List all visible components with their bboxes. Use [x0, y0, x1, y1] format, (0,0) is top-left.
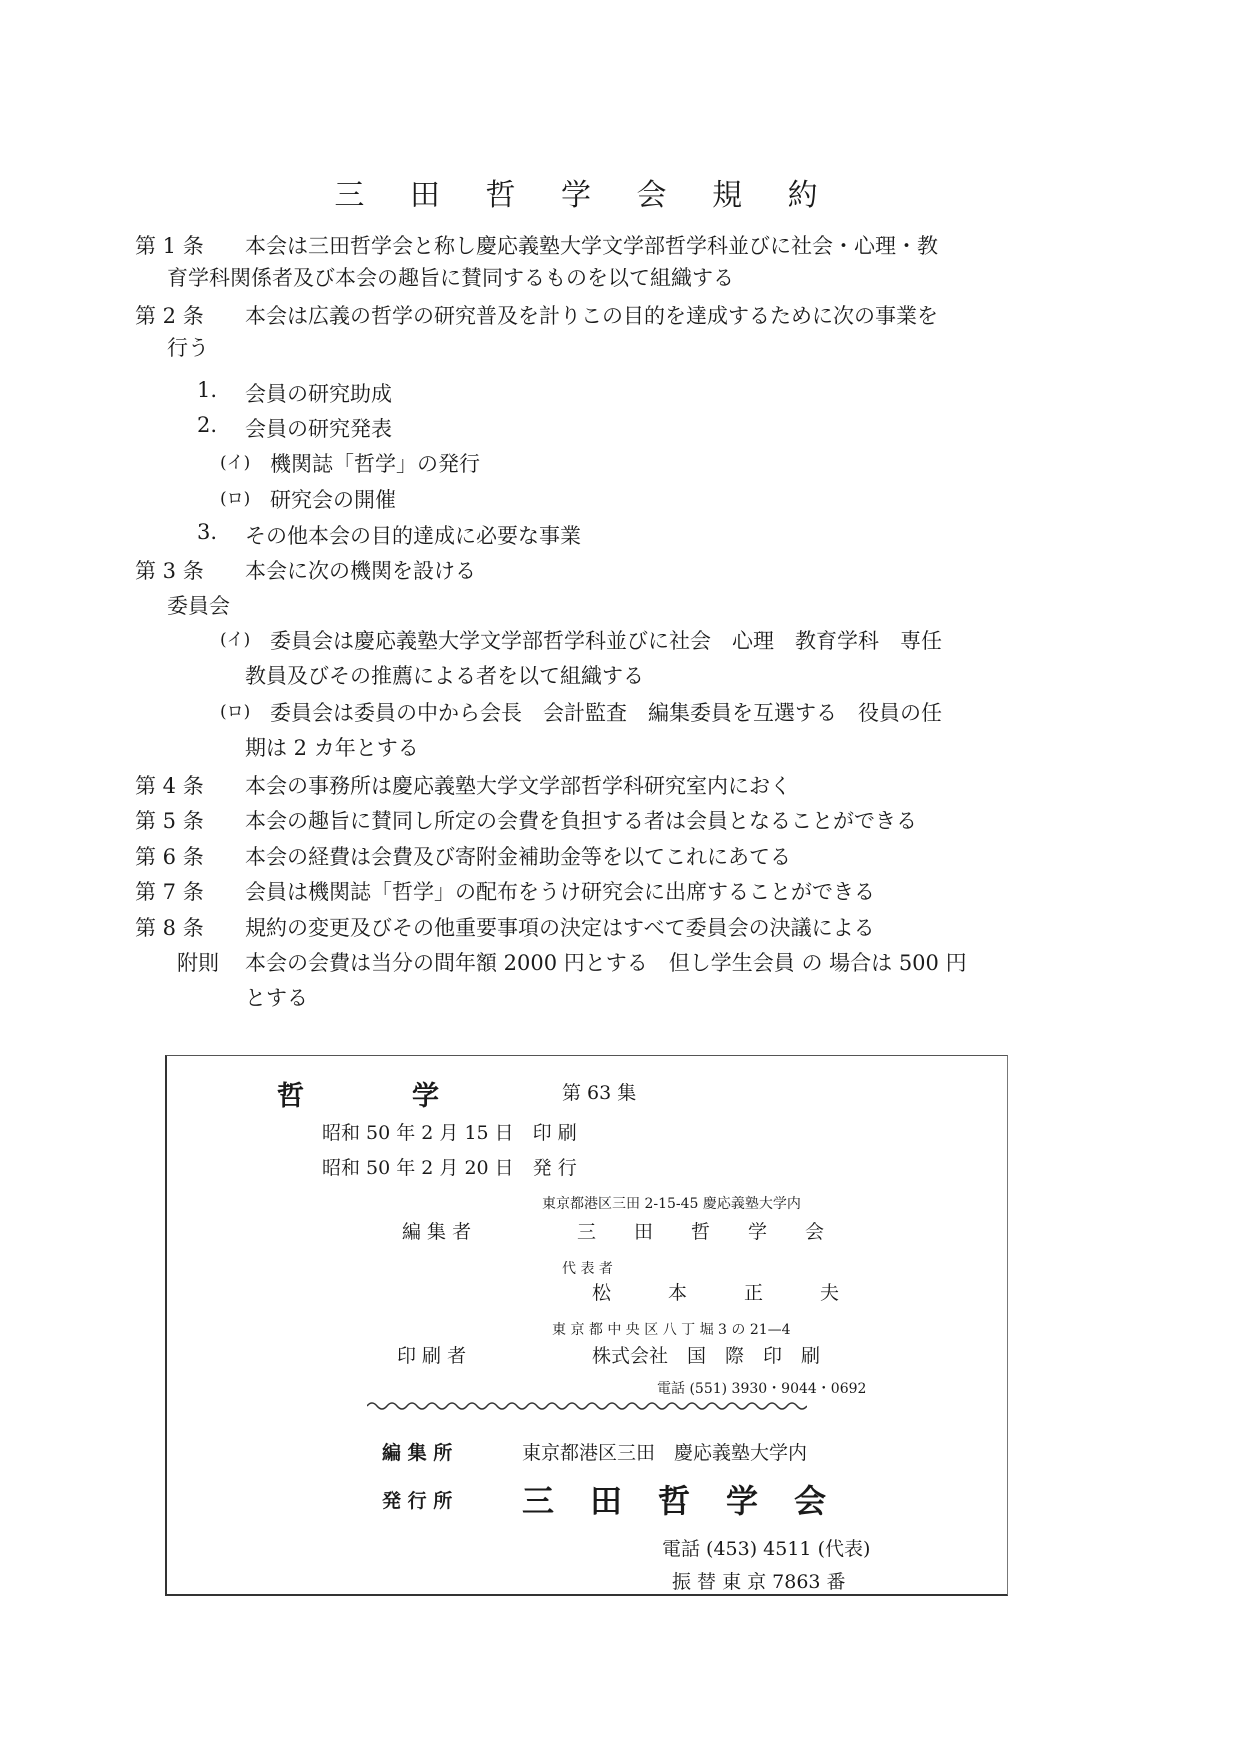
article-1-line-1: 本会は三田哲学会と称し慶応義塾大学文学部哲学科並びに社会・心理・教 [245, 234, 938, 258]
committee-ro-line-2: 期は 2 カ年とする [245, 736, 419, 760]
journal-title-1: 哲 [277, 1081, 304, 1112]
article-6-label: 第 6 条 [135, 845, 204, 869]
article-4 [135, 770, 791, 800]
sub-item-i-mark: (イ) [220, 453, 251, 473]
editor-address: 東京都港区三田 2-15-45 慶応義塾大学内 [542, 1196, 801, 1212]
item-3-number: 3. [197, 520, 218, 544]
colophon-box [165, 1055, 1008, 1596]
committee-i-line-2: 教員及びその推薦による者を以て組織する [245, 664, 644, 688]
article-2-label: 第 2 条 [135, 304, 204, 328]
journal-title-2: 学 [412, 1081, 439, 1112]
article-6 [135, 841, 791, 871]
committee-ro-mark: (ロ) [220, 702, 251, 722]
printer-label: 印 刷 者 [397, 1345, 467, 1367]
article-2 [135, 300, 938, 330]
article-7 [135, 876, 875, 906]
editor-name: 三 田 哲 学 会 [577, 1221, 825, 1243]
item-1-text: 会員の研究助成 [245, 382, 392, 406]
editorial-office-address: 東京都港区三田 慶応義塾大学内 [522, 1442, 808, 1464]
committee-i-line-1: 委員会は慶応義塾大学文学部哲学科並びに社会 心理 教育学科 専任 [270, 629, 942, 653]
sub-item-ro-text: 研究会の開催 [270, 488, 396, 512]
issue-date: 昭和 50 年 2 月 20 日 発 行 [322, 1157, 577, 1179]
article-7-text: 会員は機関誌「哲学」の配布をうけ研究会に出席することができる [245, 880, 875, 904]
page-title: 三 田 哲 学 会 規 約 [334, 178, 836, 213]
representative-name: 松 本 正 夫 [592, 1282, 840, 1304]
article-4-label: 第 4 条 [135, 774, 204, 798]
volume-number: 第 63 集 [562, 1082, 637, 1104]
item-2-text: 会員の研究発表 [245, 417, 392, 441]
editorial-office-label: 編 集 所 [382, 1442, 453, 1464]
article-5-text: 本会の趣旨に賛同し所定の会費を負担する者は会員となることができる [245, 809, 917, 833]
publisher-phone: 電話 (453) 4511 (代表) [662, 1538, 871, 1560]
wavy-divider [367, 1399, 807, 1413]
article-8-label: 第 8 条 [135, 916, 204, 940]
article-3-label: 第 3 条 [135, 559, 204, 583]
supplementary-label: 附則 [177, 951, 219, 975]
article-3 [135, 555, 476, 585]
publisher-name: 三田哲学会 [522, 1482, 863, 1520]
item-3-text: その他本会の目的達成に必要な事業 [245, 524, 581, 548]
postal-transfer-account: 振 替 東 京 7863 番 [672, 1571, 846, 1593]
supplementary-line-2: とする [245, 986, 308, 1010]
representative-label: 代 表 者 [562, 1261, 613, 1277]
article-4-text: 本会の事務所は慶応義塾大学文学部哲学科研究室内におく [245, 774, 791, 798]
committee-heading: 委員会 [167, 594, 230, 618]
print-date: 昭和 50 年 2 月 15 日 印 刷 [322, 1122, 577, 1144]
sub-item-ro-mark: (ロ) [220, 489, 251, 509]
sub-item-i-text: 機関誌「哲学」の発行 [270, 452, 480, 476]
article-2-line-1: 本会は広義の哲学の研究普及を計りこの目的を達成するために次の事業を [245, 304, 938, 328]
article-5 [135, 805, 917, 835]
committee-i-mark: (イ) [220, 630, 251, 650]
item-1-number: 1. [197, 378, 218, 402]
article-8 [135, 912, 875, 942]
committee-ro-line-1: 委員会は委員の中から会長 会計監査 編集委員を互選する 役員の任 [270, 701, 942, 725]
article-3-text: 本会に次の機関を設ける [245, 559, 476, 583]
article-6-text: 本会の経費は会費及び寄附金補助金等を以てこれにあてる [245, 845, 791, 869]
article-1-line-2: 育学科関係者及び本会の趣旨に賛同するものを以て組織する [167, 266, 734, 290]
article-2-line-2: 行う [167, 336, 209, 360]
supplementary-line-1: 本会の会費は当分の間年額 2000 円とする 但し学生会員 の 場合は 500 円 [245, 951, 967, 975]
article-1 [135, 230, 938, 260]
article-7-label: 第 7 条 [135, 880, 204, 904]
printer-phone: 電話 (551) 3930・9044・0692 [657, 1381, 867, 1397]
printer-name: 株式会社 国 際 印 刷 [592, 1345, 821, 1367]
article-5-label: 第 5 条 [135, 809, 204, 833]
item-2-number: 2. [197, 413, 218, 437]
printer-address: 東 京 都 中 央 区 八 丁 堀 3 の 21—4 [552, 1322, 791, 1338]
article-1-label: 第 1 条 [135, 234, 204, 258]
publisher-label: 発 行 所 [382, 1490, 453, 1512]
article-8-text: 規約の変更及びその他重要事項の決定はすべて委員会の決議による [245, 916, 875, 940]
editor-label: 編 集 者 [402, 1221, 472, 1243]
